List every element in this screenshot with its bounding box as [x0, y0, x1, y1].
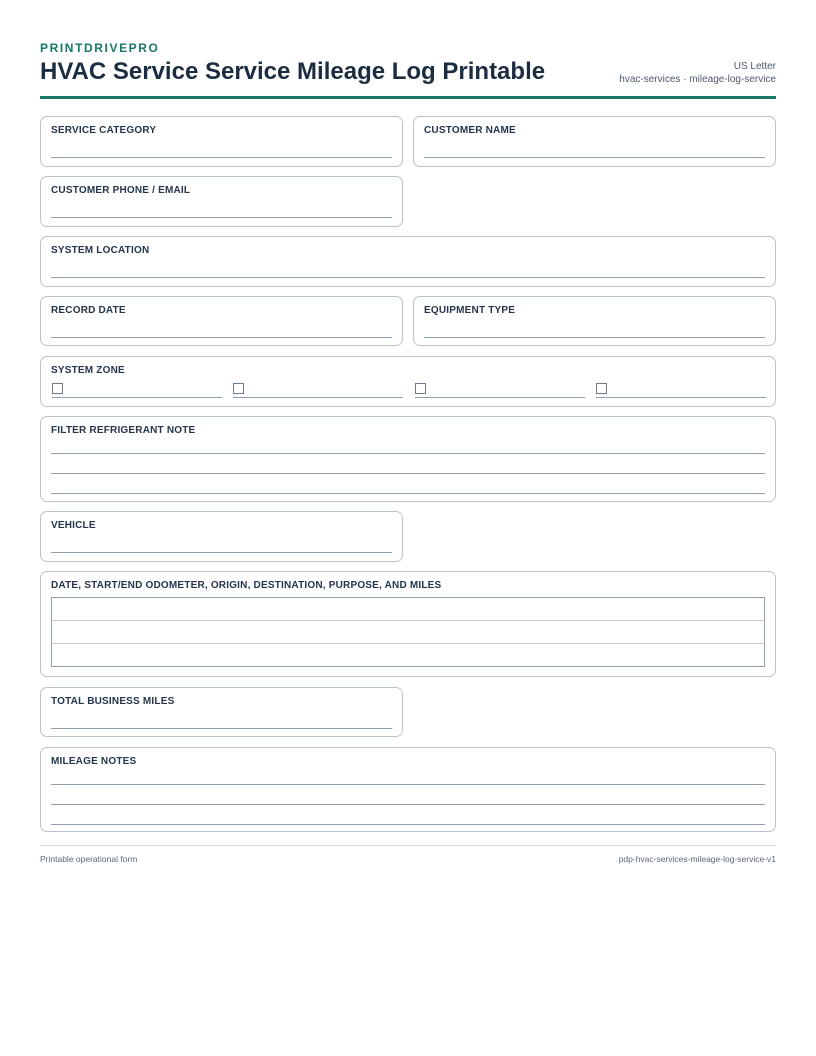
record-date-label: RECORD DATE [51, 305, 126, 316]
option-1-write-line[interactable] [52, 397, 222, 398]
system-location-write-line[interactable] [51, 277, 765, 278]
mileage-note-line-1[interactable] [51, 784, 765, 785]
vehicle-write-line[interactable] [51, 552, 392, 553]
note-line-2[interactable] [51, 473, 765, 474]
equipment-type-field[interactable] [413, 296, 776, 346]
option-2-write-line[interactable] [233, 397, 403, 398]
footer-form-id: pdp-hvac-services-mileage-log-service-v1 [618, 854, 776, 864]
customer-name-field[interactable] [413, 116, 776, 167]
equipment-type-label: EQUIPMENT TYPE [424, 305, 516, 316]
table-row[interactable] [52, 598, 764, 621]
system-zone-label: SYSTEM ZONE [51, 365, 125, 376]
mileage-notes-field[interactable] [40, 747, 776, 832]
customer-contact-field[interactable] [40, 176, 403, 227]
table-row[interactable] [52, 644, 764, 666]
trip-log-table [51, 597, 765, 667]
footer-form-type: Printable operational form [40, 854, 138, 864]
mileage-notes-label: MILEAGE NOTES [51, 756, 137, 767]
system-zone-option-3[interactable] [415, 383, 585, 398]
record-date-write-line[interactable] [51, 337, 392, 338]
footer-divider [40, 845, 776, 846]
form-breadcrumb: hvac-services · mileage-log-service [619, 74, 776, 85]
system-zone-option-1[interactable] [52, 383, 222, 398]
option-3-write-line[interactable] [415, 397, 585, 398]
equipment-type-write-line[interactable] [424, 337, 765, 338]
customer-name-label: CUSTOMER NAME [424, 125, 516, 136]
checkbox-4[interactable] [596, 383, 607, 394]
form-meta [619, 60, 776, 86]
note-line-1[interactable] [51, 453, 765, 454]
record-date-field[interactable] [40, 296, 403, 346]
system-zone-option-4[interactable] [596, 383, 766, 398]
checkbox-1[interactable] [52, 383, 63, 394]
service-category-field[interactable] [40, 116, 403, 167]
vehicle-label: VEHICLE [51, 520, 96, 531]
system-zone-option-2[interactable] [233, 383, 403, 398]
service-category-label: SERVICE CATEGORY [51, 125, 157, 136]
system-location-field[interactable] [40, 236, 776, 287]
vehicle-field[interactable] [40, 511, 403, 562]
mileage-note-line-2[interactable] [51, 804, 765, 805]
checkbox-2[interactable] [233, 383, 244, 394]
header-divider [40, 96, 776, 99]
total-business-miles-label: TOTAL BUSINESS MILES [51, 696, 175, 707]
customer-name-write-line[interactable] [424, 157, 765, 158]
paper-size-label: US Letter [733, 61, 776, 72]
system-location-label: SYSTEM LOCATION [51, 245, 150, 256]
note-line-3[interactable] [51, 493, 765, 494]
customer-contact-label: CUSTOMER PHONE / EMAIL [51, 185, 191, 196]
customer-contact-write-line[interactable] [51, 217, 392, 218]
service-category-write-line[interactable] [51, 157, 392, 158]
form-header [40, 0, 776, 100]
page-title: HVAC Service Service Mileage Log Printable [40, 58, 546, 85]
filter-refrigerant-note-field[interactable] [40, 416, 776, 502]
filter-refrigerant-note-label: FILTER REFRIGERANT NOTE [51, 425, 196, 436]
mileage-note-line-3[interactable] [51, 824, 765, 825]
trip-log-label: DATE, START/END ODOMETER, ORIGIN, DESTINATION, PURPOSE, AND MILES [51, 580, 442, 591]
checkbox-3[interactable] [415, 383, 426, 394]
system-zone-field [40, 356, 776, 407]
brand-logo-text: PRINTDRIVEPRO [40, 41, 160, 55]
total-business-miles-field[interactable] [40, 687, 403, 737]
trip-log-field [40, 571, 776, 677]
printable-form-page [40, 0, 776, 864]
option-4-write-line[interactable] [596, 397, 766, 398]
table-row[interactable] [52, 621, 764, 644]
total-miles-write-line[interactable] [51, 728, 392, 729]
